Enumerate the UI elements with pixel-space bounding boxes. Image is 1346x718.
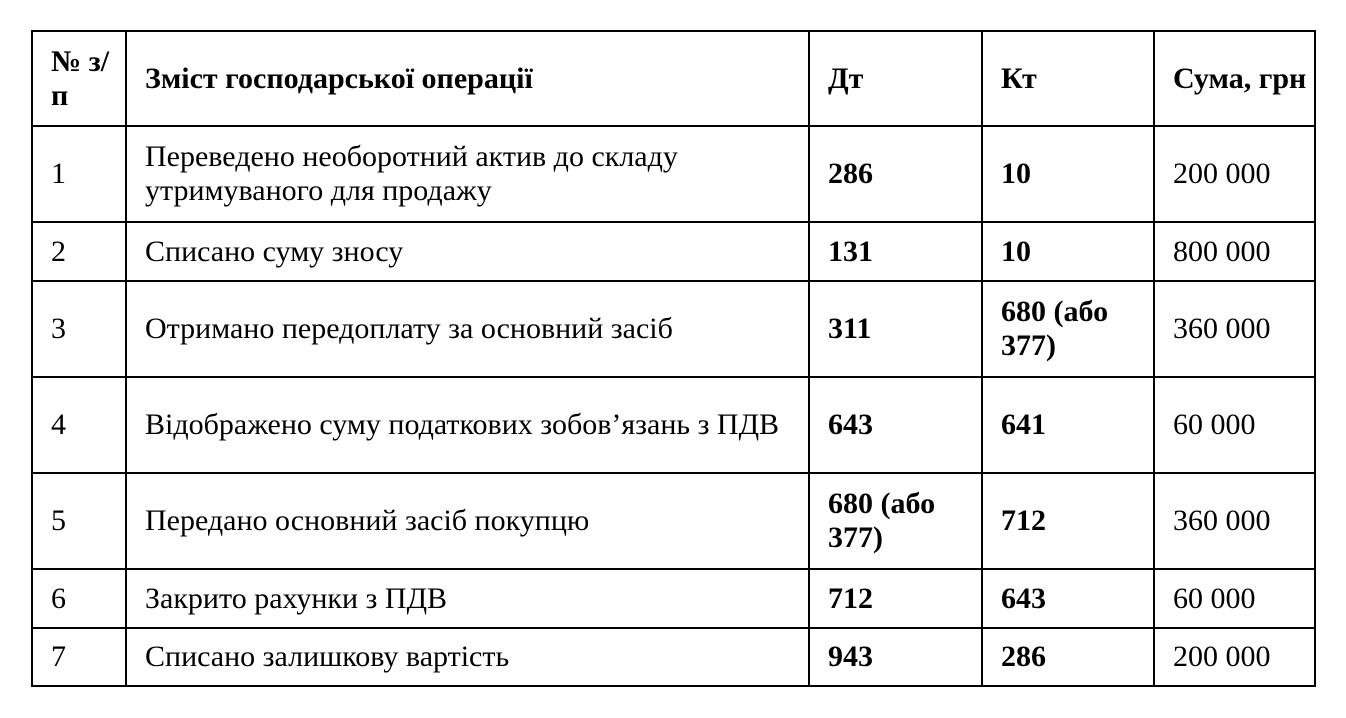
cell-credit: 10: [982, 222, 1154, 281]
cell-debit: 712: [809, 569, 982, 628]
cell-num: 1: [32, 126, 126, 222]
cell-description: Закрито рахунки з ПДВ: [126, 569, 809, 628]
cell-num: 6: [32, 569, 126, 628]
cell-debit: 311: [809, 281, 982, 377]
cell-amount: 200 000: [1154, 126, 1315, 222]
header-num: № з/п: [32, 31, 126, 126]
accounting-operations-table: [31, 30, 1316, 687]
table-row: [32, 126, 1315, 222]
cell-description: Отримано передоплату за основний засіб: [126, 281, 809, 377]
header-description: Зміст господарської операції: [126, 31, 809, 126]
table-row: [32, 281, 1315, 377]
cell-num: 2: [32, 222, 126, 281]
header-amount: Сума, грн: [1154, 31, 1315, 126]
table-row: [32, 222, 1315, 281]
header-credit: Кт: [982, 31, 1154, 126]
cell-credit: 286: [982, 628, 1154, 686]
cell-amount: 200 000: [1154, 628, 1315, 686]
table-header-row: [32, 31, 1315, 126]
cell-credit: 712: [982, 473, 1154, 569]
cell-description: Відображено суму податкових зобов’язань з ПДВ: [126, 377, 809, 473]
cell-debit: 286: [809, 126, 982, 222]
cell-amount: 360 000: [1154, 473, 1315, 569]
cell-num: 3: [32, 281, 126, 377]
cell-credit: 10: [982, 126, 1154, 222]
cell-amount: 800 000: [1154, 222, 1315, 281]
cell-debit: 943: [809, 628, 982, 686]
header-debit: Дт: [809, 31, 982, 126]
cell-amount: 60 000: [1154, 569, 1315, 628]
cell-credit: 641: [982, 377, 1154, 473]
table-row: [32, 377, 1315, 473]
table-row: [32, 569, 1315, 628]
table-row: [32, 628, 1315, 686]
cell-credit: 680 (або 377): [982, 281, 1154, 377]
cell-debit: 131: [809, 222, 982, 281]
cell-credit: 643: [982, 569, 1154, 628]
cell-num: 5: [32, 473, 126, 569]
cell-description: Списано залишкову вартість: [126, 628, 809, 686]
cell-debit: 680 (або 377): [809, 473, 982, 569]
cell-amount: 360 000: [1154, 281, 1315, 377]
cell-debit: 643: [809, 377, 982, 473]
cell-description: Переведено необоротний актив до складу утримуваного для продажу: [126, 126, 809, 222]
cell-description: Списано суму зносу: [126, 222, 809, 281]
table-row: [32, 473, 1315, 569]
cell-num: 7: [32, 628, 126, 686]
cell-amount: 60 000: [1154, 377, 1315, 473]
cell-description: Передано основний засіб покупцю: [126, 473, 809, 569]
cell-num: 4: [32, 377, 126, 473]
